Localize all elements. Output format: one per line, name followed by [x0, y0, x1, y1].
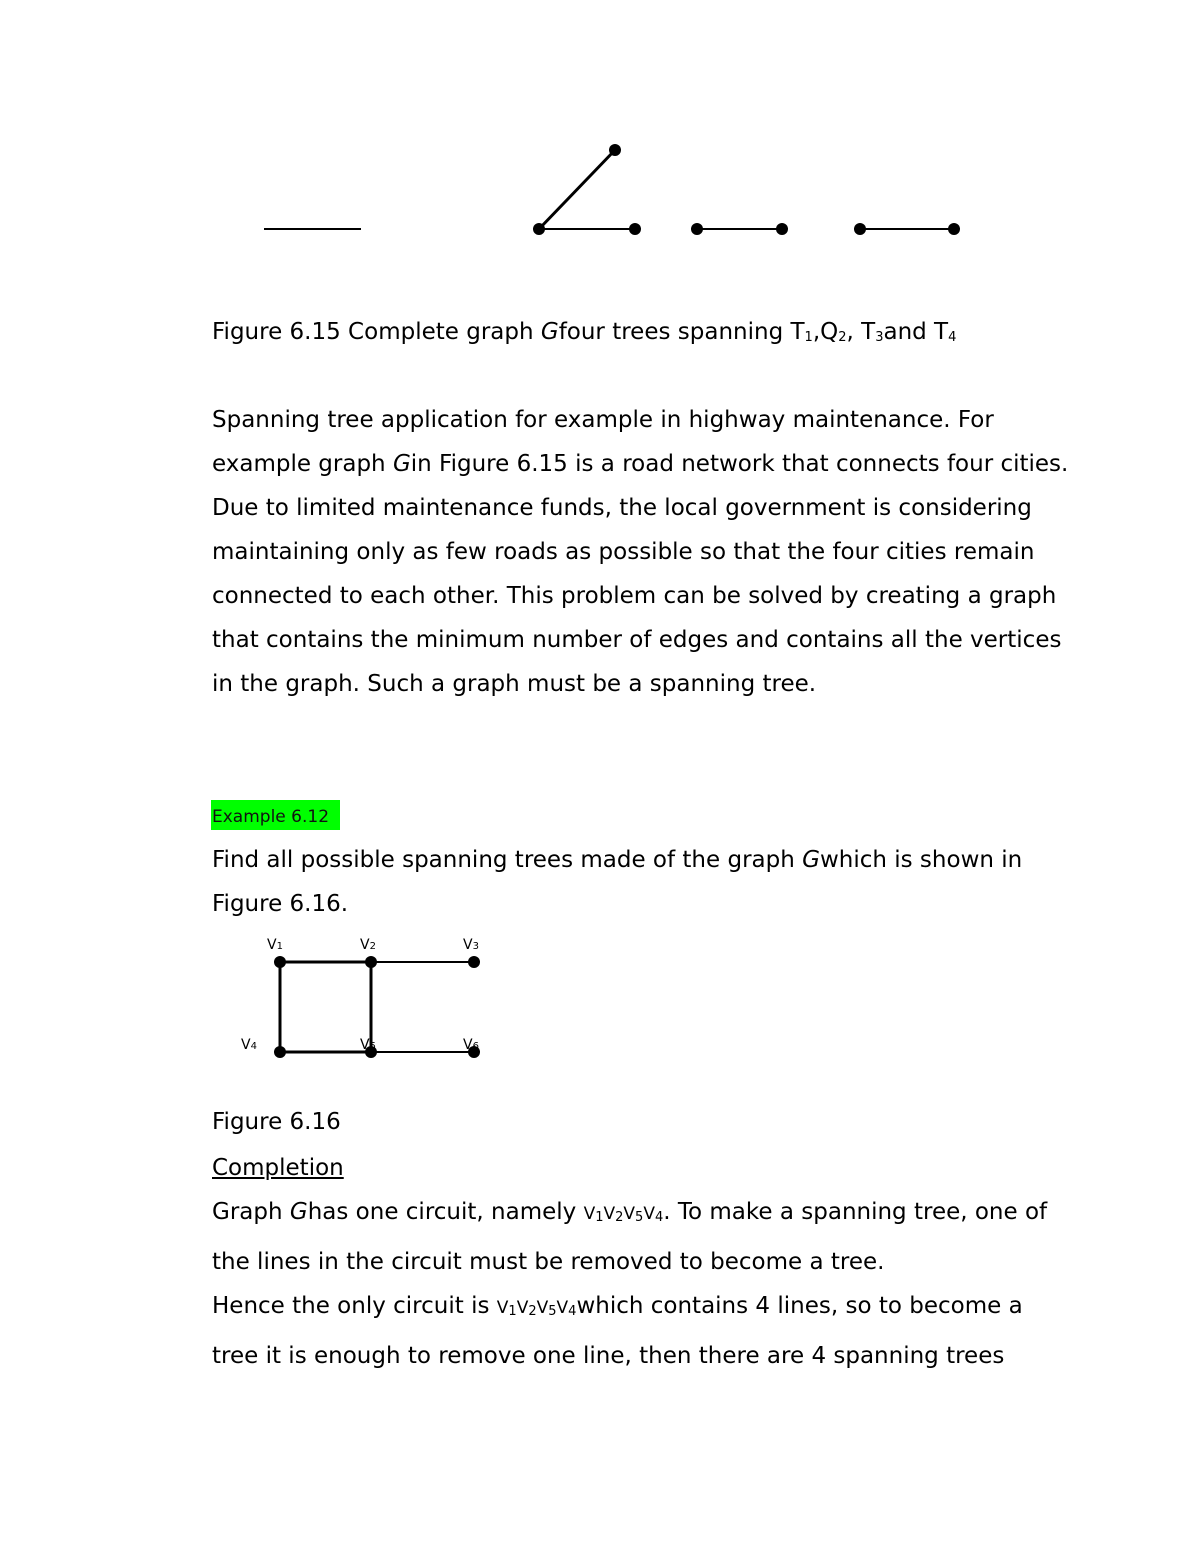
caption-text: Figure 6.15 Complete graph [212, 319, 541, 345]
vertex-v3 [468, 956, 480, 968]
paragraph-line: Spanning tree application for example in highway maintenance. For [212, 407, 994, 433]
vertex-v4 [274, 1046, 286, 1058]
caption-text: four trees spanning T [558, 319, 805, 345]
caption-text: , T [846, 319, 876, 345]
vertex-label-v4: V4 [241, 1037, 257, 1053]
paragraph-line: maintaining only as few roads as possible so that the four cities remain [212, 539, 1035, 565]
example-label: Example 6.12 [211, 800, 340, 830]
vertex-label-v5: V5 [360, 1037, 376, 1053]
graph-g: G [540, 319, 559, 345]
text-run: . To make a spanning tree, one of [663, 1199, 1048, 1225]
vertex-label-v1: V1 [267, 937, 283, 953]
circuit: V1V2V5V4 [583, 1204, 664, 1225]
circuit: V1V2V5V4 [496, 1298, 577, 1319]
text-run: in Figure 6.15 is a road network that connects four cities. [410, 451, 1069, 477]
caption-text: and T [883, 319, 949, 345]
paragraph-line: that contains the minimum number of edges and contains all the vertices [212, 627, 1062, 653]
solution-line: the lines in the circuit must be removed to become a tree. [212, 1249, 885, 1275]
vertex-label-v6: V6 [463, 1037, 479, 1053]
graph-g: G [289, 1199, 308, 1225]
text-run: Find all possible spanning trees made of the graph [212, 847, 803, 873]
text-run: example graph [212, 451, 393, 477]
text-run: Graph [212, 1199, 290, 1225]
question-line: Figure 6.16. [212, 891, 349, 917]
solution-line [212, 1284, 1092, 1334]
vertex-label-v2: V2 [360, 937, 376, 953]
text-run: which is shown in [819, 847, 1023, 873]
text-run: which contains 4 lines, so to become a [576, 1293, 1023, 1319]
vertex-v1 [274, 956, 286, 968]
text-run: Hence the only circuit is [212, 1293, 497, 1319]
completion-heading: Completion [212, 1155, 344, 1181]
text-run: has one circuit, namely [307, 1199, 584, 1225]
subscript: 2 [838, 330, 847, 345]
graph-g: G [802, 847, 820, 873]
paragraph-line: in the graph. Such a graph must be a spanning tree. [212, 671, 817, 697]
graph-g: G [392, 451, 411, 477]
figure-6-16-caption: Figure 6.16 [212, 1109, 341, 1135]
paragraph-line: Due to limited maintenance funds, the local government is considering [212, 495, 1032, 521]
solution-text [212, 1190, 1092, 1378]
caption-text: ,Q [812, 319, 839, 345]
subscript: 3 [875, 330, 884, 345]
solution-line [212, 1190, 1092, 1240]
subscript: 4 [948, 330, 957, 345]
paragraph-line: connected to each other. This problem can be solved by creating a graph [212, 583, 1057, 609]
subscript: 1 [804, 330, 813, 345]
solution-line: tree it is enough to remove one line, then there are 4 spanning trees [212, 1343, 1005, 1369]
vertex-v2 [365, 956, 377, 968]
vertex-label-v3: V3 [463, 937, 479, 953]
